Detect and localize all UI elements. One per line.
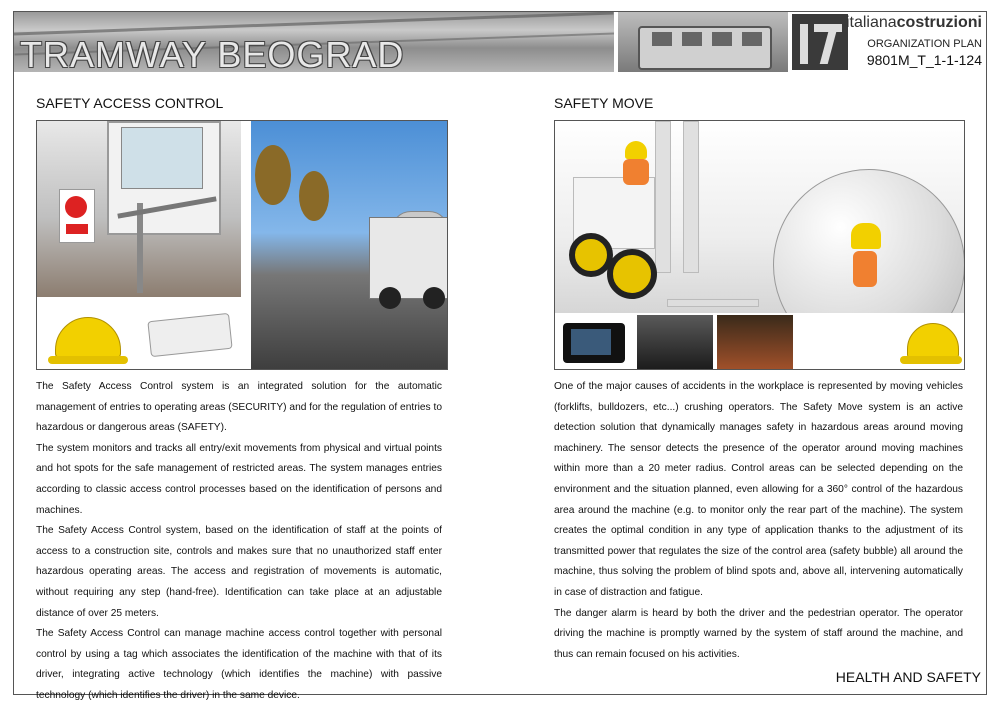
safety-bubble-render <box>555 121 965 313</box>
header <box>14 12 986 72</box>
banner-title: TRAMWAY BEOGRAD <box>20 34 405 72</box>
tram-window <box>682 32 702 46</box>
right-section-title: SAFETY MOVE <box>554 95 654 111</box>
forklift-wheel <box>607 249 657 299</box>
left-illustration-panel <box>36 120 448 370</box>
left-paragraph: The Safety Access Control can manage machine access control together with personal control by using a tag which associates the identification of the machine with that of its driver, integrating active technology (which identifies the machine) with passive technology (which identifies the driver) in the same device. <box>36 628 442 701</box>
helmet-and-tag-photo <box>37 303 241 369</box>
driver-figure-icon <box>623 159 649 185</box>
hard-hat-brim <box>900 356 962 364</box>
device-thumbnails <box>555 313 965 369</box>
thumb-machine-site <box>717 315 793 369</box>
driver-helmet-icon <box>625 141 647 159</box>
operator-figure-icon <box>853 251 877 287</box>
tree-icon <box>299 171 329 221</box>
tram-window <box>742 32 762 46</box>
truck-wheel <box>423 287 445 309</box>
left-section-title: SAFETY ACCESS CONTROL <box>36 95 224 111</box>
display-screen <box>571 329 611 355</box>
left-paragraph: The system monitors and tracks all entry/exit movements from physical and virtual points and hot spots for the safe management of restricted areas. The system manages entries according to classic access control processes based on the identification of persons and machines. <box>36 442 442 516</box>
left-body-text <box>36 377 442 707</box>
tree-icon <box>255 145 291 205</box>
brand-bold: costruzioni <box>896 14 982 31</box>
tram-window <box>712 32 732 46</box>
forklift-tine <box>667 299 759 307</box>
forklift-mast <box>683 121 699 273</box>
thumb-cab-interior <box>637 315 713 369</box>
booth-window <box>121 127 203 189</box>
logo-t-bar <box>814 24 842 32</box>
hard-hat-brim <box>48 356 128 364</box>
right-paragraph: The danger alarm is heard by both the driver and the pedestrian operator. The operator driving the machine is promptly warned by the system of staff around the machine, and thus can remain focused on his activities. <box>554 607 963 660</box>
left-paragraph: The Safety Access Control system, based on the identification of staff at the points of access to a construction site, controls and makes sure that no unauthorized staff enter hazardous operating areas. The access and registration of movements is automatic, without requiring any step (hand-free). Identification can take place at an adjustable distance of over 25 meters. <box>36 525 442 619</box>
org-plan-label: ORGANIZATION PLAN <box>867 38 982 50</box>
forklift-mast <box>655 121 671 273</box>
brand-name <box>846 14 982 32</box>
banner-aerial-photo <box>14 12 614 72</box>
right-paragraph: One of the major causes of accidents in the workplace is represented by moving vehicles (forklifts, bulldozers, etc...) crushing operators. The Safety Move system is an active detection solution that dynamically manages safety in hazardous areas around moving machinery. The sensor detects the presence of the operator around moving machines within more than a 20 meter radius. Control areas can be selected depending on the environment and the situation planned, even allowing for a 360° control of the hazardous area around the machine (e.g. to monitor only the rear part of the machine). The system creates the optimal condition in any type of application thanks to the adjustment of its transmitted power that regulates the size of the control area (safety bubble) all around the machine, thus solving the problem of blind spots and, above all, intervening automatically in case of distraction and fatigue. <box>554 381 963 598</box>
logo-i-stroke <box>800 24 808 64</box>
brand-regular: italiana <box>845 14 897 31</box>
hard-hat-icon <box>55 317 121 359</box>
right-body-text <box>554 377 963 665</box>
banner-tram-photo <box>618 12 788 72</box>
right-illustration-panel <box>554 120 965 370</box>
hard-hat-icon <box>907 323 959 359</box>
company-logo-icon <box>792 14 848 70</box>
left-paragraph: The Safety Access Control system is an integrated solution for the automatic management of entries to operating areas (SECURITY) and for the regulation of entries to hazardous or dangerous areas (SAFETY). <box>36 381 442 434</box>
tram-window <box>652 32 672 46</box>
document-code: 9801M_T_1-1-124 <box>866 52 982 68</box>
logo-t-stem <box>820 32 837 64</box>
turnstile-photo <box>37 121 241 297</box>
truck-wheel <box>379 287 401 309</box>
operator-helmet-icon <box>851 223 881 249</box>
thumb-display-device <box>557 315 633 369</box>
company-logo-block <box>792 12 986 72</box>
no-entry-sign-icon <box>59 189 95 243</box>
id-tag-icon <box>147 313 232 357</box>
turnstile-post <box>137 203 143 293</box>
footer-label: HEALTH AND SAFETY <box>835 669 981 685</box>
construction-street-photo <box>251 121 447 369</box>
